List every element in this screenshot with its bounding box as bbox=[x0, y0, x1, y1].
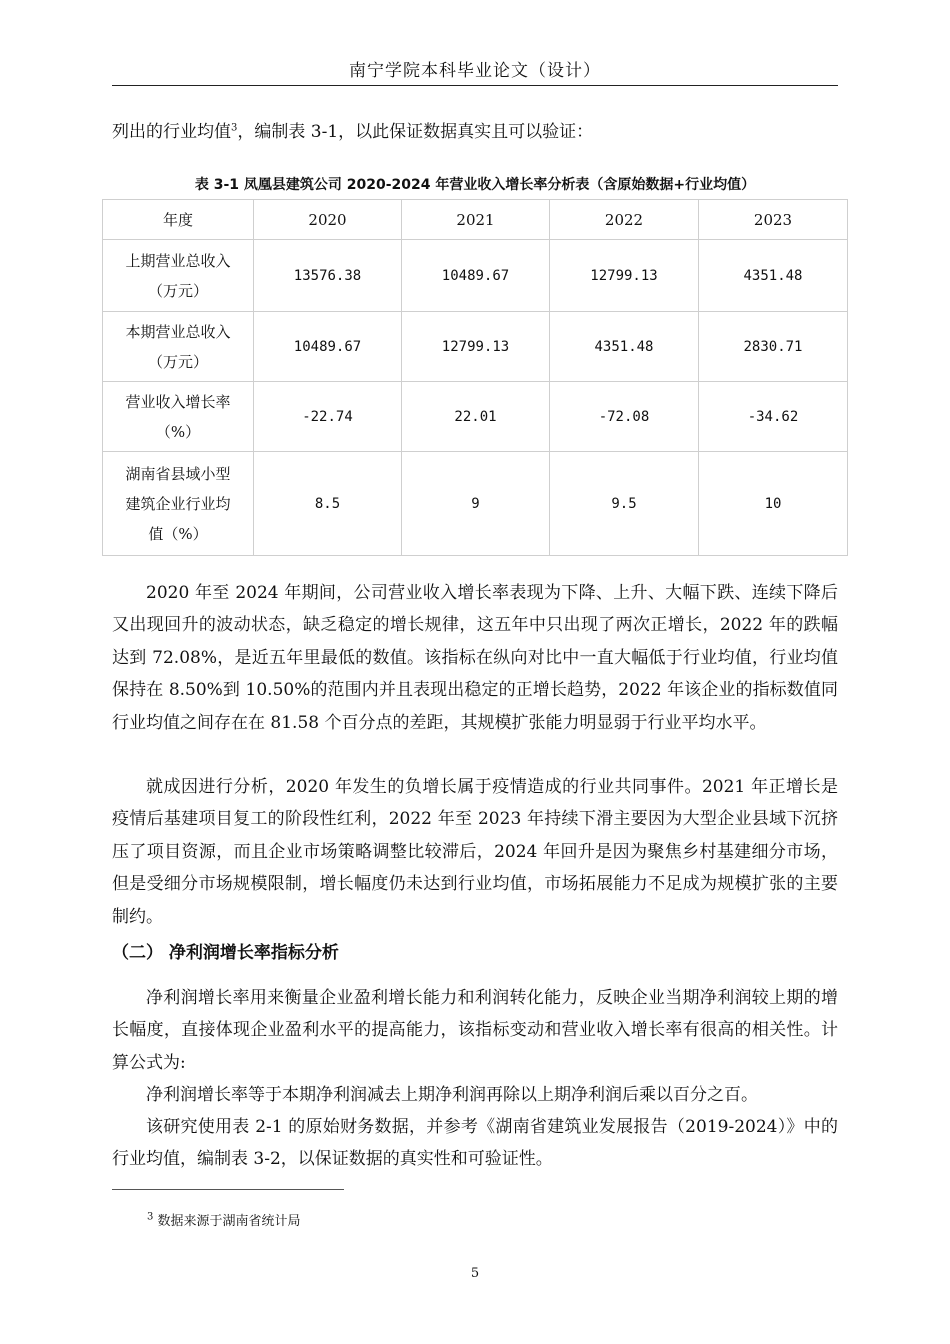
table-row bbox=[103, 452, 848, 556]
row-label-line: 建筑企业行业均 bbox=[125, 494, 231, 513]
table-cell: -34.62 bbox=[699, 382, 848, 452]
row-label bbox=[103, 452, 254, 556]
intro-line bbox=[112, 116, 838, 148]
table-cell: 12799.13 bbox=[402, 312, 550, 382]
paragraph-formula: 净利润增长率等于本期净利润减去上期净利润再除以上期净利润后乘以百分之百。 bbox=[146, 1085, 758, 1105]
table-cell: 13576.38 bbox=[254, 240, 402, 312]
table-cell: 10489.67 bbox=[402, 240, 550, 312]
header-rule bbox=[112, 85, 838, 86]
paragraph-causes: 就成因进行分析，2020 年发生的负增长属于疫情造成的行业共同事件。2021 年正增长是疫情后基建项目复工的阶段性红利，2022 年至 2023 年持续下滑主要因为大型企业县域下沉挤压了项目资源，而且企业市场策略调整比较滞后，2024 年回升是因为聚焦乡村基建细分市场，但是受细分市场规模限制，增长幅度仍未达到行业均值，市场拓展能力不足成为规模扩张的主要制约。 bbox=[112, 777, 838, 927]
table-caption: 表 3-1 凤凰县建筑公司 2020-2024 年营业收入增长率分析表（含原始数据+行业均值） bbox=[194, 177, 756, 193]
table-header-cell: 2023 bbox=[699, 200, 848, 240]
page-number: 5 bbox=[470, 1266, 480, 1281]
table-header-row bbox=[103, 200, 848, 240]
table-cell: 9.5 bbox=[550, 452, 699, 556]
row-label-line: （万元） bbox=[147, 352, 208, 371]
table-cell: -22.74 bbox=[254, 382, 402, 452]
table-header-cell: 2021 bbox=[402, 200, 550, 240]
row-label-line: 值（%） bbox=[148, 524, 208, 543]
table-cell: 12799.13 bbox=[550, 240, 699, 312]
table-cell: -72.08 bbox=[550, 382, 699, 452]
paragraph-analysis: 2020 年至 2024 年期间，公司营业收入增长率表现为下降、上升、大幅下跌、连续下降后又出现回升的波动状态，缺乏稳定的增长规律，这五年中只出现了两次正增长，2022 年的跌幅达到 72.08%，是近五年里最低的数值。该指标在纵向对比中一直大幅低于行业均值，行业均值保持在 8.50%到 10.50%的范围内并且表现出稳定的正增长趋势，2022 年该企业的指标数值同行业均值之间存在在 81.58 个百分点的差距，其规模扩张能力明显弱于行业平均水平。 bbox=[112, 583, 838, 733]
table-cell: 9 bbox=[402, 452, 550, 556]
footnote-text: 数据来源于湖南省统计局 bbox=[157, 1214, 301, 1229]
table-row bbox=[103, 312, 848, 382]
table-header-cell: 2022 bbox=[550, 200, 699, 240]
footnote-ref: 3 bbox=[231, 122, 238, 134]
paragraph-net-profit-intro: 净利润增长率用来衡量企业盈利增长能力和利润转化能力，反映企业当期净利润较上期的增长幅度，直接体现企业盈利水平的提高能力，该指标变动和营业收入增长率有很高的相关性。计算公式为: bbox=[112, 988, 838, 1073]
table-cell: 10489.67 bbox=[254, 312, 402, 382]
section-heading: （二） 净利润增长率指标分析 bbox=[112, 943, 339, 963]
intro-text: 列出的行业均值 bbox=[112, 122, 231, 142]
table-row bbox=[103, 240, 848, 312]
row-label bbox=[103, 382, 254, 452]
footnote-mark: 3 bbox=[147, 1211, 154, 1223]
row-label-line: （%） bbox=[155, 422, 201, 441]
table-cell: 8.5 bbox=[254, 452, 402, 556]
row-label-line: 营业收入增长率 bbox=[125, 392, 231, 411]
row-label-line: （万元） bbox=[147, 281, 208, 300]
row-label bbox=[103, 312, 254, 382]
row-label bbox=[103, 240, 254, 312]
row-label-line: 湖南省县域小型 bbox=[125, 464, 231, 483]
footnote bbox=[147, 1210, 301, 1229]
table-header-cell: 年度 bbox=[103, 200, 254, 240]
intro-text-end: ，编制表 3-1，以此保证数据真实且可以验证： bbox=[237, 122, 594, 142]
page-header-title: 南宁学院本科毕业论文（设计） bbox=[349, 61, 601, 81]
table-cell: 2830.71 bbox=[699, 312, 848, 382]
table-header-cell: 2020 bbox=[254, 200, 402, 240]
revenue-growth-table bbox=[102, 199, 848, 556]
table-cell: 4351.48 bbox=[699, 240, 848, 312]
table-row bbox=[103, 382, 848, 452]
table-cell: 22.01 bbox=[402, 382, 550, 452]
row-label-line: 本期营业总收入 bbox=[125, 322, 231, 341]
table-cell: 10 bbox=[699, 452, 848, 556]
row-label-line: 上期营业总收入 bbox=[125, 251, 231, 270]
footnote-rule bbox=[112, 1189, 344, 1190]
paragraph-data-source: 该研究使用表 2-1 的原始财务数据，并参考《湖南省建筑业发展报告（2019-2024）》中的行业均值，编制表 3-2，以保证数据的真实性和可验证性。 bbox=[112, 1117, 838, 1170]
table-cell: 4351.48 bbox=[550, 312, 699, 382]
